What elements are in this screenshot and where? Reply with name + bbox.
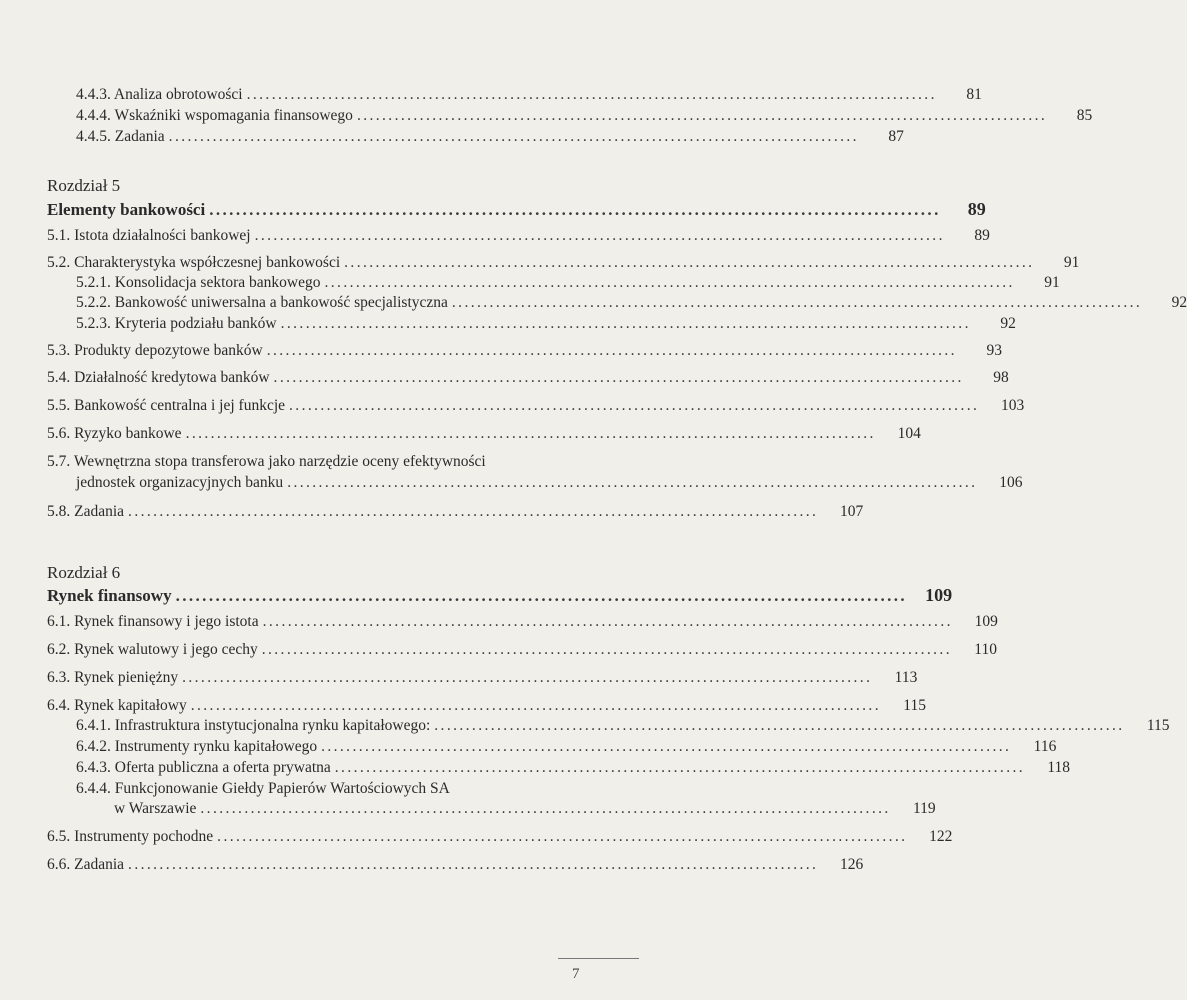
toc-entry-5-2-2 [76, 293, 1187, 313]
dot-leader: .............................................................................................................. [168, 128, 859, 145]
toc-entry-4-4-3 [76, 85, 982, 105]
toc-entry-4-4-5 [76, 127, 904, 147]
dot-leader: .............................................................................................................. [289, 397, 980, 414]
entry-title: 5.1. Istota działalności bankowej [47, 227, 251, 244]
dot-leader: .............................................................................................................. [451, 294, 1143, 311]
dot-leader: .............................................................................................................. [273, 369, 964, 386]
footer-rule [558, 958, 639, 959]
entry-page: 89 [974, 227, 990, 244]
dot-leader: .............................................................................................................. [266, 342, 957, 359]
entry-page: 91 [1063, 254, 1080, 271]
chapter-5-label: Rozdział 5 [47, 176, 121, 195]
entry-title: 6.4.3. Oferta publiczna a oferta prywatna [76, 759, 331, 776]
entry-title: 6.6. Zadania [47, 856, 125, 873]
chapter-6-heading [47, 585, 953, 606]
dot-leader: .............................................................................................................. [356, 107, 1048, 124]
dot-leader: .............................................................................................................. [128, 503, 819, 520]
dot-leader: .............................................................................................................. [434, 717, 1125, 734]
entry-page: 98 [993, 369, 1009, 386]
toc-entry-5-7-title: 5.7. Wewnętrzna stopa transferowa jako narzędzie oceny efektywności [47, 453, 486, 470]
entry-title: 5.2.1. Konsolidacja sektora bankowego [76, 274, 321, 291]
entry-title: 5.5. Bankowość centralna i jej funkcje [47, 397, 286, 414]
chapter-page: 89 [967, 199, 986, 219]
chapter-page: 109 [925, 585, 953, 605]
dot-leader: .............................................................................................................. [344, 254, 1035, 271]
entry-page: 116 [1033, 738, 1057, 755]
entry-title: 4.4.4. Wskaźniki wspomagania finansowego [76, 107, 353, 124]
dot-leader: .............................................................................................................. [217, 828, 908, 845]
toc-entry-5-4 [47, 368, 1009, 388]
entry-page: 106 [999, 474, 1023, 491]
entry-page: 110 [974, 641, 997, 658]
toc-entry-6-4-4-title: 6.4.4. Funkcjonowanie Giełdy Papierów Wartościowych SA [76, 780, 450, 797]
entry-title: 6.2. Rynek walutowy i jego cechy [47, 641, 258, 658]
toc-entry-6-4 [47, 696, 926, 716]
entry-page: 92 [1171, 294, 1187, 311]
dot-leader: .............................................................................................................. [190, 697, 881, 714]
toc-entry-6-4-3 [76, 758, 1071, 778]
dot-leader: .............................................................................................................. [334, 759, 1026, 776]
dot-leader: .............................................................................................................. [324, 274, 1015, 291]
entry-page: 87 [888, 128, 904, 145]
entry-title: 5.8. Zadania [47, 503, 125, 520]
entry-page: 109 [974, 613, 998, 630]
entry-page: 107 [840, 503, 864, 520]
entry-page: 115 [903, 697, 926, 714]
dot-leader: .............................................................................................................. [280, 315, 971, 332]
entry-page: 126 [840, 856, 864, 873]
dot-leader: .............................................................................................................. [246, 86, 937, 103]
toc-entry-6-6 [47, 855, 864, 875]
dot-leader: .............................................................................................................. [128, 856, 819, 873]
entry-title: 6.1. Rynek finansowy i jego istota [47, 613, 259, 630]
toc-entry-6-5 [47, 827, 953, 847]
entry-title: 6.4.2. Instrumenty rynku kapitałowego [76, 738, 318, 755]
chapter-5-heading [47, 199, 986, 220]
entry-page: 91 [1044, 274, 1060, 291]
entry-title: 4.4.3. Analiza obrotowości [76, 86, 243, 103]
dot-leader: .............................................................................................................. [200, 800, 891, 817]
entry-title: 5.6. Ryzyko bankowe [47, 425, 182, 442]
entry-page: 85 [1076, 107, 1093, 124]
toc-entry-6-3 [47, 668, 918, 688]
entry-page: 81 [966, 86, 982, 103]
entry-page: 93 [986, 342, 1002, 359]
entry-title: 5.2.2. Bankowość uniwersalna a bankowość specjalistyczna [76, 294, 448, 311]
toc-entry-5-6 [47, 424, 921, 444]
toc-entry-5-5 [47, 396, 1025, 416]
entry-page: 115 [1146, 717, 1170, 734]
entry-page: 118 [1047, 759, 1071, 776]
entry-page: 92 [1000, 315, 1016, 332]
chapter-6-label: Rozdział 6 [47, 563, 121, 582]
entry-title: 6.3. Rynek pieniężny [47, 669, 179, 686]
dot-leader: .............................................................................................................. [175, 586, 908, 605]
entry-page: 122 [929, 828, 953, 845]
entry-title: 5.2. Charakterystyka współczesnej bankowości [47, 254, 341, 271]
entry-page: 104 [897, 425, 921, 442]
toc-entry-5-7 [76, 473, 1023, 493]
toc-entry-6-4-2 [76, 737, 1057, 757]
dot-leader: .............................................................................................................. [254, 227, 945, 244]
entry-title: 5.3. Produkty depozytowe banków [47, 342, 263, 359]
chapter-title: Elementy bankowości [47, 200, 206, 219]
toc-entry-6-2 [47, 640, 997, 660]
page-number: 7 [572, 966, 580, 982]
dot-leader: .............................................................................................................. [321, 738, 1012, 755]
toc-entry-6-4-4 [114, 799, 936, 819]
dot-leader: .............................................................................................................. [287, 474, 978, 491]
entry-title-continued: w Warszawie [114, 800, 197, 817]
entry-title: 6.5. Instrumenty pochodne [47, 828, 214, 845]
toc-entry-5-2-3 [76, 314, 1016, 334]
toc-entry-5-2 [47, 253, 1080, 273]
entry-page: 113 [894, 669, 918, 686]
entry-title-continued: jednostek organizacyjnych banku [76, 474, 284, 491]
toc-entry-5-8 [47, 502, 864, 522]
entry-page: 103 [1001, 397, 1025, 414]
toc-entry-6-4-1 [76, 716, 1170, 736]
toc-entry-5-2-1 [76, 273, 1060, 293]
entry-title: 4.4.5. Zadania [76, 128, 165, 145]
entry-page: 119 [912, 800, 936, 817]
dot-leader: .............................................................................................................. [209, 200, 941, 219]
dot-leader: .............................................................................................................. [262, 613, 953, 630]
toc-entry-5-1 [47, 226, 990, 246]
toc-entry-6-1 [47, 612, 998, 632]
toc-entry-5-3 [47, 341, 1002, 361]
entry-title: 5.4. Działalność kredytowa banków [47, 369, 270, 386]
entry-title: 5.2.3. Kryteria podziału banków [76, 315, 277, 332]
dot-leader: .............................................................................................................. [261, 641, 952, 658]
entry-title: 6.4.1. Infrastruktura instytucjonalna rynku kapitałowego: [76, 717, 431, 734]
chapter-title: Rynek finansowy [47, 586, 172, 605]
dot-leader: .............................................................................................................. [185, 425, 876, 442]
entry-title: 6.4. Rynek kapitałowy [47, 697, 187, 714]
toc-entry-4-4-4 [76, 106, 1093, 126]
dot-leader: .............................................................................................................. [182, 669, 873, 686]
